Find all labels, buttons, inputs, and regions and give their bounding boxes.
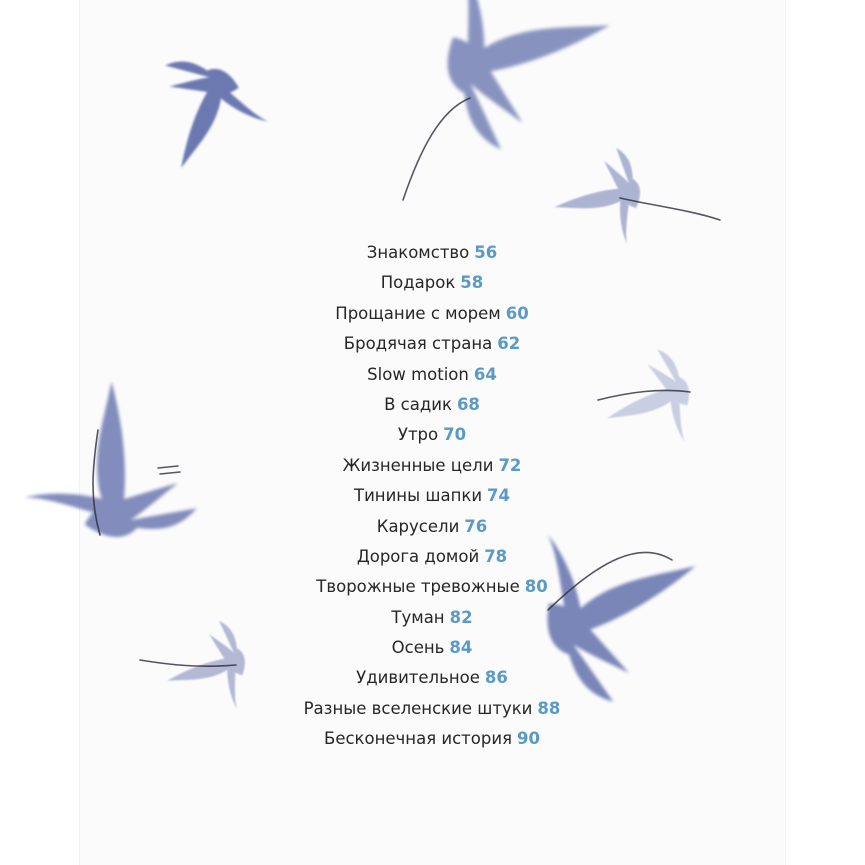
toc-entry-page-number: 68 (456, 394, 480, 414)
toc-entry-page-number: 76 (464, 516, 488, 536)
swallow-icon (133, 35, 269, 171)
toc-entry-title: Разные вселенские штуки (303, 698, 533, 718)
toc-entry-page-number: 80 (524, 577, 548, 597)
toc-entry-title: Творожные тревожные (316, 577, 520, 597)
toc-entry-title: Удивительное (356, 668, 480, 688)
toc-entry (232, 724, 632, 754)
toc-entry (232, 390, 632, 420)
toc-entry-title: Знакомство (366, 243, 470, 262)
toc-entry-title: Туман (391, 607, 445, 627)
toc-entry (232, 694, 632, 724)
swallow-icon (553, 135, 662, 244)
toc-entry (232, 360, 632, 390)
toc-entry (232, 420, 632, 450)
toc-entry-page-number: 86 (484, 668, 508, 688)
table-of-contents (232, 238, 632, 755)
toc-entry (232, 268, 632, 298)
toc-entry-title: Дорога домой (356, 546, 480, 566)
toc-entry-title: В садик (384, 394, 452, 414)
toc-entry-title: Подарок (380, 273, 456, 293)
toc-entry-title: Бродячая страна (343, 334, 493, 354)
toc-entry (232, 299, 632, 329)
toc-entry-title: Утро (397, 425, 439, 445)
toc-entry-title: Прощание с морем (335, 303, 501, 323)
toc-entry (232, 572, 632, 602)
toc-entry (232, 481, 632, 511)
toc-entry (232, 238, 632, 268)
toc-entry-title: Slow motion (367, 364, 469, 384)
toc-entry (232, 542, 632, 572)
toc-entry-title: Карусели (376, 516, 460, 536)
toc-entry-page-number: 72 (498, 455, 522, 475)
toc-entry-page-number: 58 (460, 273, 484, 293)
swallow-icon (410, 0, 612, 170)
toc-entry-page-number: 88 (537, 698, 561, 718)
toc-entry (232, 633, 632, 663)
toc-entry-page-number: 74 (487, 486, 511, 506)
toc-entry-page-number: 56 (474, 243, 498, 262)
toc-entry-page-number: 60 (505, 303, 529, 323)
toc-entry-page-number: 62 (497, 334, 521, 354)
toc-entry-page-number: 84 (449, 638, 473, 658)
toc-entry-page-number: 78 (484, 546, 508, 566)
toc-entry-title: Жизненные цели (342, 455, 494, 475)
toc-entry-page-number: 70 (443, 425, 467, 445)
toc-entry (232, 512, 632, 542)
toc-entry (232, 451, 632, 481)
toc-entry (232, 603, 632, 633)
swallow-icon (24, 379, 228, 582)
toc-entry-title: Бесконечная история (324, 729, 513, 749)
toc-entry (232, 663, 632, 693)
toc-entry-page-number: 64 (473, 364, 497, 384)
toc-entry-title: Тинины шапки (353, 486, 483, 506)
toc-entry (232, 329, 632, 359)
toc-entry-title: Осень (391, 638, 445, 658)
toc-entry-page-number: 82 (449, 607, 473, 627)
toc-entry-page-number: 90 (517, 729, 540, 749)
